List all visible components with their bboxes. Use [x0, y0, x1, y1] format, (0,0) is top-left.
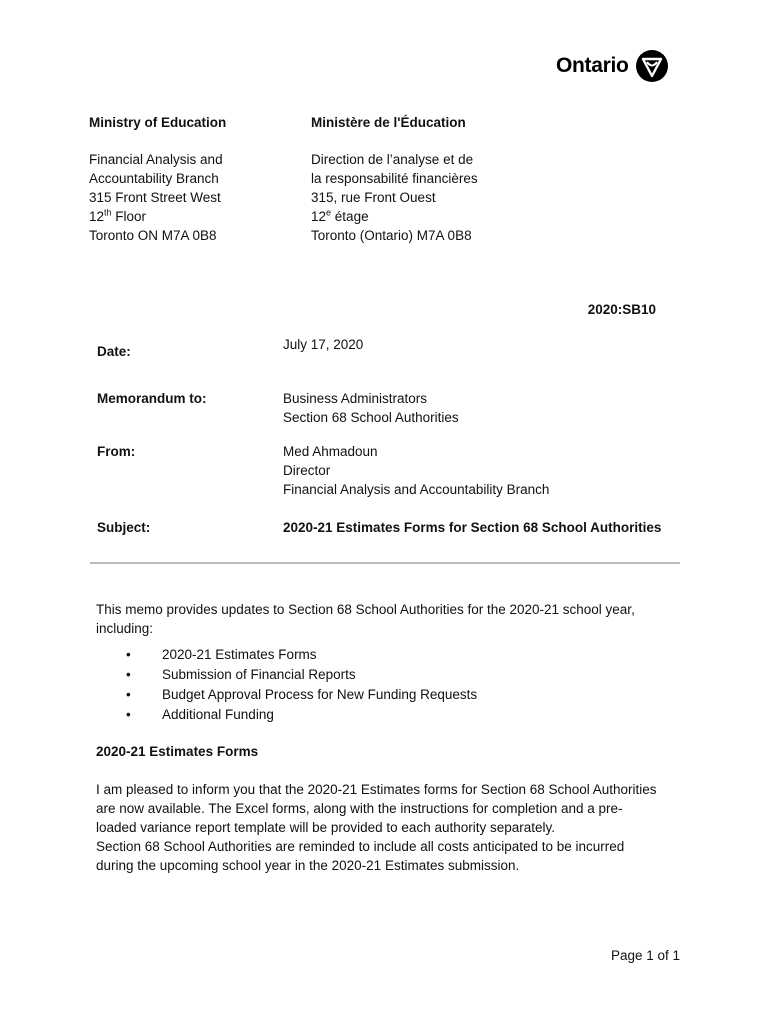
list-item: • 2020-21 Estimates Forms	[126, 645, 477, 665]
ministry-name-fr: Ministère de l'Éducation	[311, 115, 466, 130]
list-item: • Submission of Financial Reports	[126, 665, 477, 685]
address-line: Direction de l’analyse et de	[311, 152, 474, 167]
address-line: Accountability Branch	[89, 171, 219, 186]
body-line: are now available. The Excel forms, along with the instructions for completion and a pre-	[96, 801, 623, 816]
section-heading: 2020-21 Estimates Forms	[96, 744, 259, 759]
body-line: during the upcoming school year in the 2020-21 Estimates submission.	[96, 858, 520, 873]
memo-number: 2020:SB10	[587, 302, 656, 317]
list-item: • Additional Funding	[126, 705, 477, 725]
recipient: Business Administrators	[283, 391, 428, 406]
subject-label: Subject:	[97, 520, 151, 535]
list-item: • Budget Approval Process for New Funding Requests	[126, 685, 477, 705]
trillium-icon	[635, 49, 669, 83]
to-label: Memorandum to:	[97, 391, 207, 406]
from-sender	[283, 442, 549, 499]
bullet-icon: •	[126, 647, 131, 662]
intro-line: including:	[96, 621, 154, 636]
topics-list	[126, 645, 477, 725]
bullet-icon: •	[126, 667, 131, 682]
body-paragraph	[96, 780, 657, 875]
address-line: la responsabilité financières	[311, 171, 478, 186]
address-line: Financial Analysis and	[89, 152, 223, 167]
body-line: Section 68 School Authorities are reminded to include all costs anticipated to be incurred	[96, 839, 625, 854]
to-recipients	[283, 389, 459, 427]
body-line: I am pleased to inform you that the 2020-21 Estimates forms for Section 68 School Authorities	[96, 782, 657, 797]
bullet-icon: •	[126, 707, 131, 722]
recipient: Section 68 School Authorities	[283, 410, 459, 425]
bullet-icon: •	[126, 687, 131, 702]
address-city: Toronto ON M7A 0B8	[89, 228, 217, 243]
page-number: Page 1 of 1	[610, 948, 680, 963]
date-value: July 17, 2020	[283, 337, 364, 352]
from-label: From:	[97, 444, 136, 459]
address-en	[89, 150, 223, 245]
address-line: 315 Front Street West	[89, 190, 221, 205]
body-line: loaded variance report template will be provided to each authority separately.	[96, 820, 556, 835]
date-label: Date:	[97, 344, 131, 359]
subject-value: 2020-21 Estimates Forms for Section 68 School Authorities	[283, 520, 662, 535]
intro-paragraph	[96, 600, 635, 638]
address-floor: 12e étage	[311, 207, 369, 224]
sender-line: Director	[283, 463, 331, 478]
address-line: 315, rue Front Ouest	[311, 190, 436, 205]
address-fr	[311, 150, 478, 245]
ontario-wordmark: Ontario	[556, 54, 629, 77]
intro-line: This memo provides updates to Section 68 School Authorities for the 2020-21 school year,	[96, 602, 635, 617]
header-divider	[90, 562, 680, 564]
address-floor: 12th Floor	[89, 207, 147, 224]
ministry-name-en: Ministry of Education	[89, 115, 227, 130]
sender-line: Financial Analysis and Accountability Branch	[283, 482, 550, 497]
ontario-logo	[556, 48, 669, 84]
sender-line: Med Ahmadoun	[283, 444, 378, 459]
address-city: Toronto (Ontario) M7A 0B8	[311, 228, 472, 243]
